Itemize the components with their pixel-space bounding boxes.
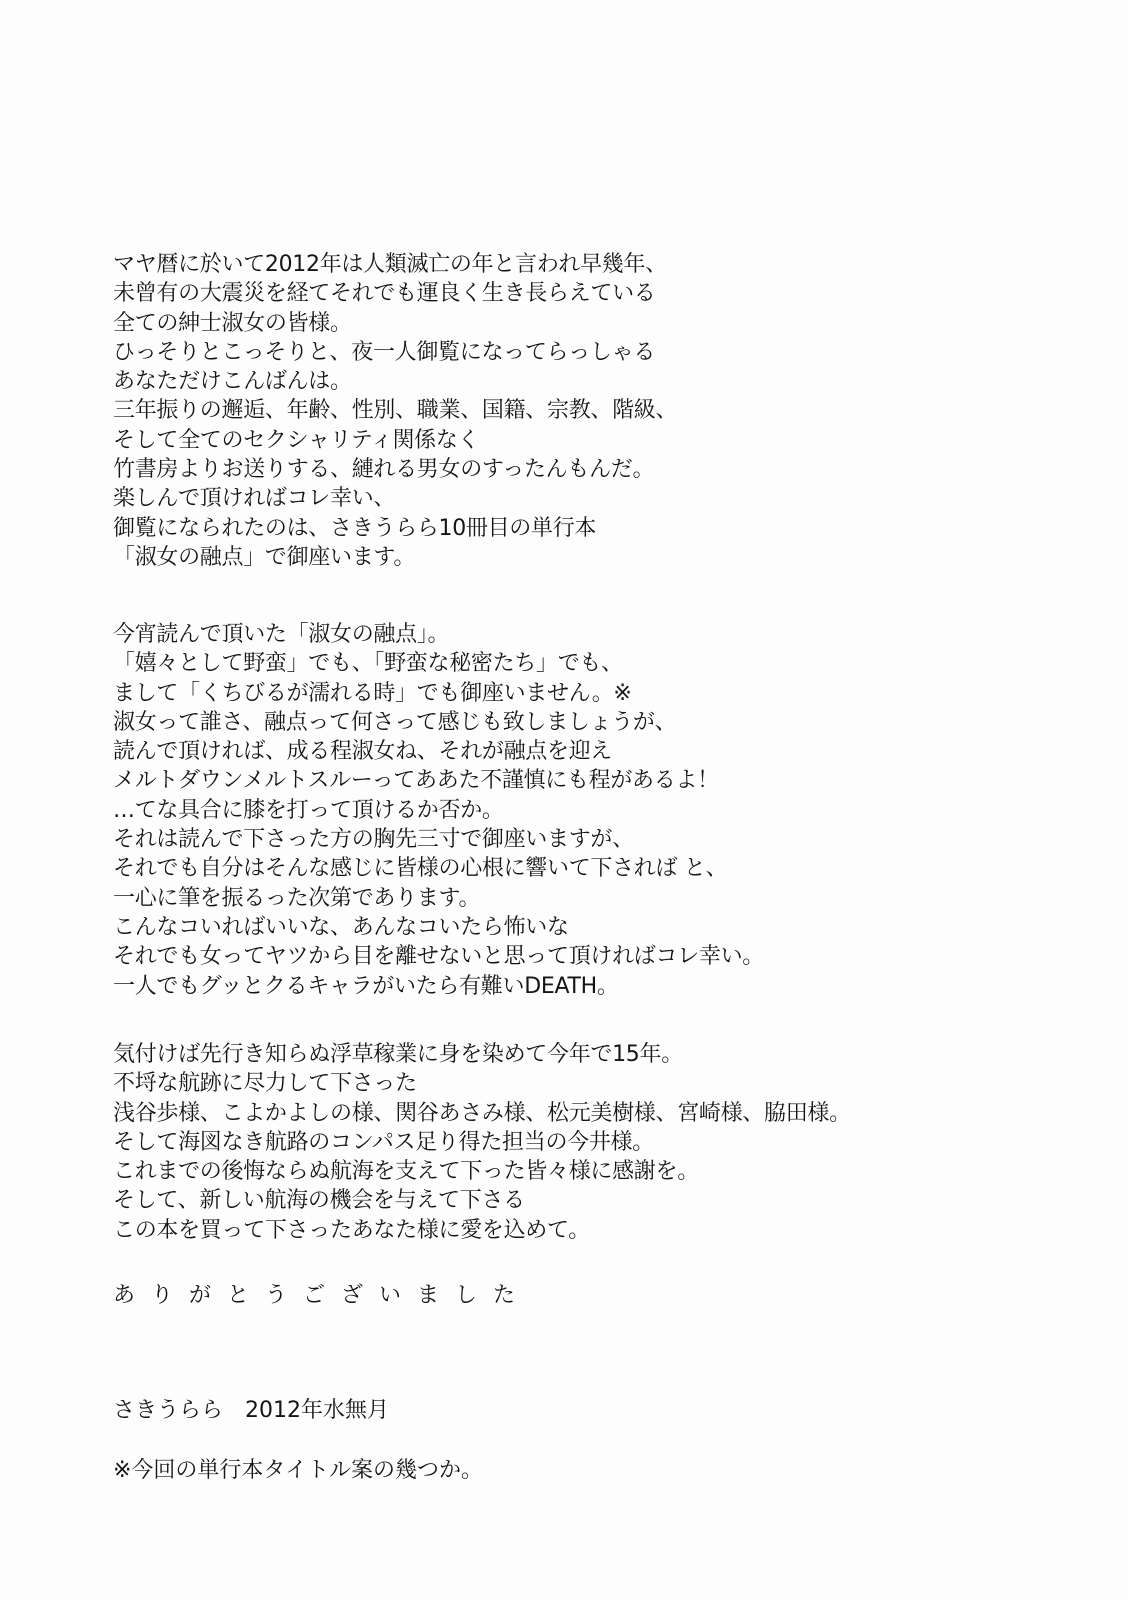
text-line: それは読んで下さった方の胸先三寸で御座いますが、 [113, 827, 634, 853]
afterword-paragraph-1 [113, 250, 1013, 572]
text-line: それでも自分はそんな感じに皆様の心根に響いて下されば と、 [113, 856, 728, 882]
text-line: 御覧になられたのは、さきうらら10冊目の単行本 [113, 515, 597, 541]
author-signature: さきうらら 2012年水無月 [113, 1398, 389, 1423]
text-line: そして、新しい航海の機会を与えて下さる [113, 1188, 525, 1214]
text-line: これまでの後悔ならぬ航海を支えて下った皆々様に感謝を。 [113, 1159, 699, 1185]
text-line: ひっそりとこっそりと、夜一人御覧になってらっしゃる [113, 339, 656, 365]
text-line: 竹書房よりお送りする、縺れる男女のすったんもんだ。 [113, 457, 655, 483]
text-line: 三年振りの邂逅、年齢、性別、職業、国籍、宗教、階級、 [113, 398, 678, 424]
footnote: ※今回の単行本タイトル案の幾つか。 [113, 1458, 483, 1483]
text-line: まして「くちびるが濡れる時」でも御座いません。※ [113, 680, 632, 706]
text-line: 未曾有の大震災を経てそれでも運良く生き長らえている [113, 281, 656, 307]
text-line: 一心に筆を振るった次第であります。 [113, 885, 481, 911]
text-line: 不埒な航跡に尽力して下さった [113, 1071, 417, 1097]
text-line: そして海図なき航路のコンパス足り得た担当の今井様。 [113, 1129, 654, 1155]
text-line: 一人でもグッとクるキャラがいたら有難いDEATH。 [113, 973, 619, 999]
text-line: マヤ暦に於いて2012年は人類滅亡の年と言われ早幾年、 [113, 252, 667, 277]
text-line: そして全てのセクシャリティ関係なく [113, 427, 480, 453]
text-line: 「嬉々として野蛮」でも、「野蛮な秘密たち」でも、 [113, 651, 623, 677]
text-line: 「淑女の融点」で御座います。 [113, 544, 416, 570]
text-line: メルトダウンメルトスルーってああた不謹慎にも程があるよ！ [113, 768, 719, 794]
text-line: こんなコいればいいな、あんなコいたら怖いな [113, 914, 569, 940]
text-line: 全ての紳士淑女の皆様。 [113, 310, 352, 336]
text-line: 淑女って誰さ、融点って何さって感じも致しましょうが、 [113, 709, 677, 735]
afterword-paragraph-3 [113, 1040, 1013, 1245]
text-line: 浅谷歩様、こよかよしの様、関谷あさみ様、松元美樹様、宮崎様、脇田様。 [113, 1100, 851, 1126]
afterword-paragraph-2 [113, 620, 1013, 1001]
text-line: 楽しんで頂ければコレ幸い、 [113, 486, 396, 512]
text-line: 読んで頂ければ、成る程淑女ね、それが融点を迎え [113, 739, 613, 765]
thanks-line: ありがとうございました [113, 1283, 532, 1308]
text-line: それでも女ってヤツから目を離せないと思って頂ければコレ幸い。 [113, 944, 765, 970]
text-line: 気付けば先行き知らぬ浮草稼業に身を染めて今年で15年。 [113, 1042, 683, 1067]
text-line: この本を買って下さったあなた様に愛を込めて。 [113, 1217, 590, 1243]
text-line: 今宵読んで頂いた「淑女の融点」。 [113, 622, 450, 647]
text-line: …てな具合に膝を打って頂けるか否か。 [113, 797, 504, 823]
text-line: あなただけこんばんは。 [113, 369, 352, 395]
